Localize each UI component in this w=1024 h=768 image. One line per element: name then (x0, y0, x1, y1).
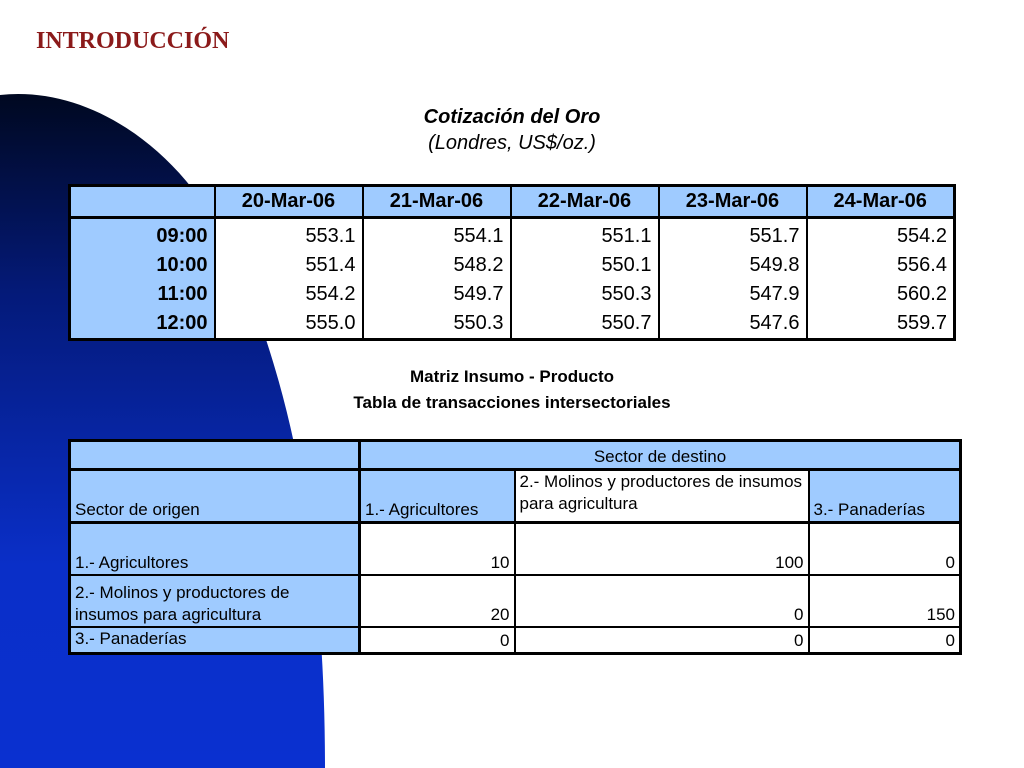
gold-time-label: 09:00 (70, 218, 215, 252)
matrix-column-header: 2.- Molinos y productores de insumos para agricultura (515, 470, 809, 523)
table-row (70, 251, 955, 280)
gold-price-cell: 547.6 (659, 309, 807, 340)
gold-price-cell: 555.0 (215, 309, 363, 340)
table-row (70, 575, 961, 627)
matrix-column-header: 3.- Panaderías (809, 470, 961, 523)
gold-price-cell: 556.4 (807, 251, 955, 280)
gold-date-header: 24-Mar-06 (807, 186, 955, 218)
gold-price-cell: 550.3 (511, 280, 659, 309)
gold-price-cell: 549.7 (363, 280, 511, 309)
gold-date-header: 23-Mar-06 (659, 186, 807, 218)
matrix-value-cell: 0 (809, 523, 961, 576)
gold-date-header: 21-Mar-06 (363, 186, 511, 218)
gold-price-cell: 547.9 (659, 280, 807, 309)
origin-sector-header: Sector de origen (70, 470, 360, 523)
gold-table-subtitle: (Londres, US$/oz.) (428, 132, 596, 154)
gold-price-cell: 554.2 (215, 280, 363, 309)
matrix-column-header: 1.- Agricultores (360, 470, 515, 523)
matrix-row-label: 2.- Molinos y productores de insumos para agricultura (70, 575, 360, 627)
matrix-caption (0, 364, 1024, 416)
destination-sector-header: Sector de destino (360, 441, 961, 470)
table-row (70, 627, 961, 654)
matrix-subtitle: Tabla de transacciones intersectoriales (353, 393, 671, 412)
table-row (70, 218, 955, 252)
matrix-row-label: 1.- Agricultores (70, 523, 360, 576)
gold-price-cell: 550.7 (511, 309, 659, 340)
matrix-value-cell: 10 (360, 523, 515, 576)
gold-time-label: 11:00 (70, 280, 215, 309)
gold-date-header: 22-Mar-06 (511, 186, 659, 218)
matrix-title: Matriz Insumo - Producto (410, 367, 614, 386)
matrix-header-row (70, 441, 961, 470)
gold-price-cell: 551.4 (215, 251, 363, 280)
table-row (70, 280, 955, 309)
matrix-value-cell: 0 (515, 627, 809, 654)
table-row (70, 523, 961, 576)
slide-title: INTRODUCCIÓN (36, 28, 230, 54)
gold-price-table (68, 184, 956, 341)
gold-date-header: 20-Mar-06 (215, 186, 363, 218)
matrix-value-cell: 0 (360, 627, 515, 654)
matrix-value-cell: 20 (360, 575, 515, 627)
gold-price-cell: 549.8 (659, 251, 807, 280)
gold-price-cell: 560.2 (807, 280, 955, 309)
matrix-value-cell: 100 (515, 523, 809, 576)
gold-price-cell: 554.1 (363, 218, 511, 252)
gold-table-caption (0, 104, 1024, 156)
matrix-value-cell: 0 (809, 627, 961, 654)
matrix-row-label: 3.- Panaderías (70, 627, 360, 654)
matrix-corner-cell (70, 441, 360, 470)
gold-price-cell: 553.1 (215, 218, 363, 252)
matrix-column-header-row (70, 470, 961, 523)
gold-table-title: Cotización del Oro (423, 106, 601, 128)
gold-price-cell: 550.3 (363, 309, 511, 340)
gold-price-cell: 559.7 (807, 309, 955, 340)
input-output-matrix-table (68, 439, 962, 655)
matrix-value-cell: 150 (809, 575, 961, 627)
matrix-value-cell: 0 (515, 575, 809, 627)
gold-price-cell: 550.1 (511, 251, 659, 280)
gold-time-label: 12:00 (70, 309, 215, 340)
table-row (70, 309, 955, 340)
gold-price-cell: 548.2 (363, 251, 511, 280)
gold-price-cell: 551.1 (511, 218, 659, 252)
gold-price-cell: 554.2 (807, 218, 955, 252)
gold-time-label: 10:00 (70, 251, 215, 280)
gold-price-cell: 551.7 (659, 218, 807, 252)
gold-corner-cell (70, 186, 215, 218)
gold-header-row (70, 186, 955, 218)
